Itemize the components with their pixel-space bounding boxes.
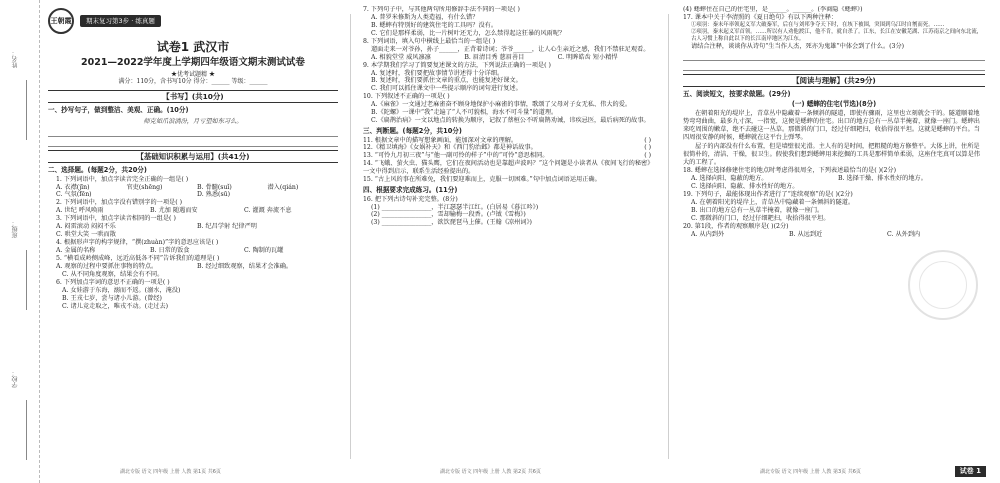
question-10: 10. 下列叙述不正确的一项是( ) [363, 93, 450, 101]
class-line [26, 250, 27, 310]
question-13: 13. “可怜九月初三夜”与“他一副可怜的样子”中的“可怜”意思相同。 [363, 152, 549, 160]
question-15: 15. “古上风的事在所难免，我们要迎难而上，克服一切困难。”句中加点词语运用正确。 [363, 176, 601, 184]
question-17: 17. 课本中关于李清照的《夏日绝句》有以下两种注释： [683, 13, 838, 21]
option[interactable]: B. 骨髓(suǐ) [197, 183, 232, 191]
question-4-options [48, 247, 338, 255]
page-footer: 湖北专版 语文 四年级 上册 人教 第1页 共6页 [120, 468, 221, 475]
question-8-text: 遛面走来一对爷孙，孙子______，正背着诗词；爷爷______，让人心生亲近之感，我们不禁驻足观看。 [371, 45, 650, 53]
option[interactable]: C. 那微斜的门口，经过仔细耙扫，收拾得很平坦。 [691, 215, 830, 223]
option[interactable]: C. 气氛(fēn) [56, 191, 92, 199]
answer-line[interactable] [683, 53, 985, 61]
school-line [26, 400, 27, 460]
option[interactable]: B.《陀螺》一课中“我”走遍了“人不可貌相，海水不可斗量”的道理。 [371, 109, 558, 117]
option[interactable]: B. 蟋蟀有特别好的建筑住宅的工具吗？没有。 [371, 21, 498, 29]
option[interactable]: C. 灌溉 奔流不息 [244, 207, 292, 215]
poem-blank-3[interactable]: (3) ________________，欲饮琵琶马上催。(王翰《凉州词》) [371, 219, 532, 227]
section-basics: 【基础知识积累与运用】(共41分) [48, 150, 338, 163]
passage-paragraph-2: 屋子的内部没有什么布置，但是墙壁很光滑。主人有的是时间，把粗糙的地方修整平。大体上讲，住所是很简朴的，清洁、干燥，很卫生。假使我们想到蟋蟀用来挖掘的工具是那样简单柔弱，这座住宅真可以算是伟大的工程了。 [683, 142, 980, 166]
question-8-options [363, 54, 651, 62]
option[interactable]: C. 从不同角度观察，结果会有不同。 [62, 270, 164, 278]
answer-line[interactable] [48, 139, 338, 147]
question-7: 7. 下列句子中，与其他两句所用修辞手法不同的一项是( ) [363, 6, 520, 13]
option[interactable]: A. 闷雷滚动 闷闷不乐 [56, 223, 116, 231]
page-divider [668, 14, 669, 459]
option[interactable]: A. 衣襟(jīn) [56, 183, 90, 191]
option[interactable]: 潜入(qián) [267, 183, 299, 191]
option[interactable]: A. 观察的过程中要抓住事物的特点。 [56, 262, 158, 270]
option[interactable]: A. 选择向阳、隐蔽的地方。 [691, 175, 768, 183]
question-6: 6. 下列加点字词的意思不正确的一项是( ) [56, 278, 170, 286]
school-label: 学校： [12, 370, 19, 388]
watermark-stamp-icon [908, 250, 978, 320]
page-divider [350, 14, 351, 459]
option[interactable] [197, 231, 338, 239]
handwriting-sample: 师克如爪浪淌汾，月亏望如东习么。 [143, 117, 243, 125]
option[interactable]: B. 选择干燥、排水性好的地方。 [838, 175, 927, 183]
option[interactable]: B. 经过细致观察，结果才会准确。 [197, 262, 293, 270]
option[interactable]: 官吏(shēng) [126, 183, 163, 191]
answer-paren[interactable]: ( ) [644, 144, 651, 152]
exam-info: 满分：110分，含书写10分 得分：______ 等级：______ [118, 78, 268, 86]
option[interactable] [268, 191, 339, 199]
question-2: 2. 下列词语中，加点字没有错别字的一项是( ) [56, 199, 183, 207]
note-1: ①项羽：秦末年率领起义军大破秦军，后在与刘邦争夺天下时，在垓下被围，突围到乌江时自刎而死。…… [691, 21, 945, 28]
option[interactable]: A. 普罗米修斯为人类造福，有什么错？ [371, 13, 479, 21]
option[interactable]: A. 从内到外 [691, 230, 725, 238]
name-label: 姓名： [12, 50, 19, 68]
answer-paren[interactable]: ( ) [644, 136, 651, 144]
answer-line[interactable] [48, 129, 338, 137]
exam-tag: ★优考试题精 ★ [171, 70, 215, 78]
question-apply-header: 四、根据要求完成练习。(11分) [363, 186, 458, 195]
question-12: 12.《精卫填海》《女娲补天》和《西门豹治邺》都是神话故事。 [363, 144, 537, 152]
question-reading-header: 五、阅读短文，按要求做题。(29分) [683, 90, 791, 98]
question-5: 5. “横看成岭侧成峰，远近高低各不同”告诉我们的道理是( ) [56, 254, 220, 262]
option[interactable]: A. 复述时，我们要把故事情节讲述得十分详细。 [371, 69, 504, 77]
exam-corner-mark: 试卷 1 [955, 466, 986, 477]
option[interactable]: B. 尤加 随遇而安 [150, 207, 198, 215]
option[interactable]: B. 眉清目秀 慈眉善目 [464, 53, 525, 61]
question-judge-header: 三、判断题。(每题2分，共10分) [363, 127, 462, 136]
poem-blank-2[interactable]: (2) ________________，雪却输梅一段香。(卢钺《雪梅》) [371, 211, 526, 219]
question-19: 19. 下列句子，最能体现出作者进行了“连续观察”的是( )(2分) [683, 191, 853, 199]
option[interactable]: D. 熟悉(sū) [197, 191, 231, 199]
passage-paragraph-1: 在朝着阳光的堤岸上，青草丛中隐藏着一条倾斜的隧道，即使有骤雨，这里也立刻就会干的。隧道顺着地势弯弯曲曲，最多九寸深，一指宽，这便是蟋蟀的住宅。出口的地方总有一丛草半掩着，就像一座门。蟋蟀出来吃周围的嫩草，绝不去碰这一丛草。那微斜的门口，经过仔细耙扫，收拾得很平坦。这就是蟋蟀的平台。当四周很安静的时候，蟋蟀就在这平台上弹琴。 [683, 109, 980, 141]
option[interactable]: B. 从远到近 [789, 230, 823, 238]
question-choice-header: 二、选择题。(每题2分，共20分) [48, 166, 147, 175]
binding-margin [0, 0, 40, 483]
question-writing: 一、抄写句子，做到整洁、美观、正确。(10分) [48, 106, 189, 115]
option[interactable]: A.《麻雀》一文通过老麻雀奋不顾身地保护小麻雀的事情，歌颂了父母对子女无私、伟大的爱。 [371, 101, 632, 109]
option[interactable]: B. 复述时，我们要抓住文章的重点，也能复述好课文。 [371, 77, 522, 85]
question-5-options [48, 263, 338, 271]
option[interactable]: C. 陶制的瓦罐 [244, 247, 284, 255]
page-column-1 [48, 6, 338, 476]
passage-title: (一) 蟋蟀的住宅(节选)(8分) [791, 100, 877, 109]
question-20: 20. 第1段，作者的观察顺序是( )(2分) [683, 223, 789, 230]
page-footer: 湖北专版 语文 四年级 上册 人教 第2页 共6页 [440, 468, 541, 475]
question-8: 8. 下列词语，填入句中横线上最恰当的一组是( ) [363, 37, 496, 45]
option[interactable]: C.《扁鹊治病》一文以地点的转换为顺序，记叙了蔡桓公不听扁鹊劝诫，讳疾忌医，最后病死的故事。 [371, 117, 650, 125]
brand-badge: 期末复习第3步 · 练真题 [80, 15, 161, 27]
option[interactable]: B. 王戎七岁，尝与诸小儿游。(曾经) [62, 294, 162, 302]
question-11: 11. 根据文章中的描写想象画面，能加深对文章的理解。 [363, 136, 518, 144]
question-3: 3. 下列词语中，加点字读音相同的一组是( ) [56, 215, 176, 223]
option[interactable]: C. 我们可以抓住课文中一些提示顺序的词句进行复述。 [371, 85, 522, 93]
name-line [26, 80, 27, 140]
section-reading: 【阅读与理解】(共29分) [683, 74, 985, 87]
question-3-options [48, 223, 338, 231]
option[interactable]: C. 从外到内 [887, 230, 921, 238]
page-column-2 [363, 6, 651, 476]
option[interactable]: A. 女娃游于东海，溺而不返。(溺水，淹没) [62, 286, 181, 294]
option[interactable]: B. 出口的地方总有一丛草半掩着，就像一座门。 [691, 207, 824, 215]
option[interactable]: A. 金属的名称 [56, 247, 96, 255]
option[interactable]: C. 哄堂大笑 一哄而散 [56, 231, 116, 239]
question-16: 16. 把下列古诗句补充完整。(8分) [363, 195, 458, 203]
question-17-task: 请结合注释，谈谈你从诗句“生当作人杰，死亦为鬼雄”中体会到了什么。(3分) [691, 42, 905, 50]
poem-blank-4[interactable]: (4) 蟋蟀住在自己的住宅里，是______。______。(李商隐《蟋蟀》) [683, 6, 863, 13]
option[interactable]: C. 明眸皓齿 短小精悍 [557, 53, 618, 61]
question-14: 14. “飞蛾、萤火虫、猫头鹰，它们在夜间活动也是靠超声波吗？”这个问题是小读者从《夜间飞行的秘密》一文中得到启示，联系生活经验提出的。 [363, 160, 651, 176]
poem-blank-1[interactable]: (1) ________________，半江瑟瑟半江红。(白居易《暮江吟》) [371, 203, 539, 211]
question-18: 18. 蟋蟀在选择修建住宅的地点时考虑得很周全，下列表述最恰当的是( )(2分) [683, 167, 896, 175]
question-20-options [683, 231, 985, 239]
option[interactable]: C. 它们是那样柔弱，比一片树叶还无力，怎么禁得起这狂暴的风雨呢？ [371, 29, 566, 37]
exam-title: 2021—2022学年度上学期四年级语文期末测试试卷 [81, 57, 305, 69]
option[interactable]: C. 选择向阳、隐蔽、排水性好的地方。 [691, 183, 799, 191]
option[interactable]: B. 日常的饭食 [150, 247, 190, 255]
section-writing: 【书写】(共10分) [48, 90, 338, 103]
option[interactable]: A. 世纪 呼风唤雨 [56, 207, 104, 215]
note-2: ②项羽，秦末起义军首领。……所以有人劝他渡江，他不肯，就自杀了。江东，长江在安徽芜湖、江苏南京之间向东北流，古人习惯上称自此以下的长江南岸地区为江东。 [691, 28, 983, 42]
option[interactable]: A. 相貌堂堂 威风凛凛 [371, 53, 431, 61]
question-1: 1. 下列词语中，加点字读音完全正确的一组是( ) [56, 175, 189, 183]
class-label: 班级： [12, 220, 19, 238]
logo-text: 王朝霞 [50, 15, 72, 25]
brand-row [48, 6, 338, 36]
exam-number: 试卷1 武汉市 [156, 40, 230, 54]
question-3-options-2 [48, 231, 338, 239]
option[interactable]: B. 纪昌学射 纪律严明 [197, 223, 257, 231]
answer-line[interactable] [683, 63, 985, 71]
option[interactable]: C. 诸儿竞走取之，唯戎不动。(走过去) [62, 302, 169, 310]
answer-paren[interactable]: ( ) [644, 152, 651, 160]
option[interactable]: A. 在朝着阳光的堤岸上，青草丛中隐藏着一条倾斜的隧道。 [691, 199, 855, 207]
question-9: 9. 本学期我们学习了简要复述课文的方法，下列说法正确的一项是( ) [363, 61, 551, 69]
page-footer: 湖北专版 语文 四年级 上册 人教 第3页 共6页 [760, 468, 861, 475]
brand-logo [48, 8, 74, 34]
question-4: 4. 根据形声字的构字规律，“撰(zhuàn)”字的意思应该是( ) [56, 239, 219, 247]
page-column-3 [683, 6, 985, 476]
